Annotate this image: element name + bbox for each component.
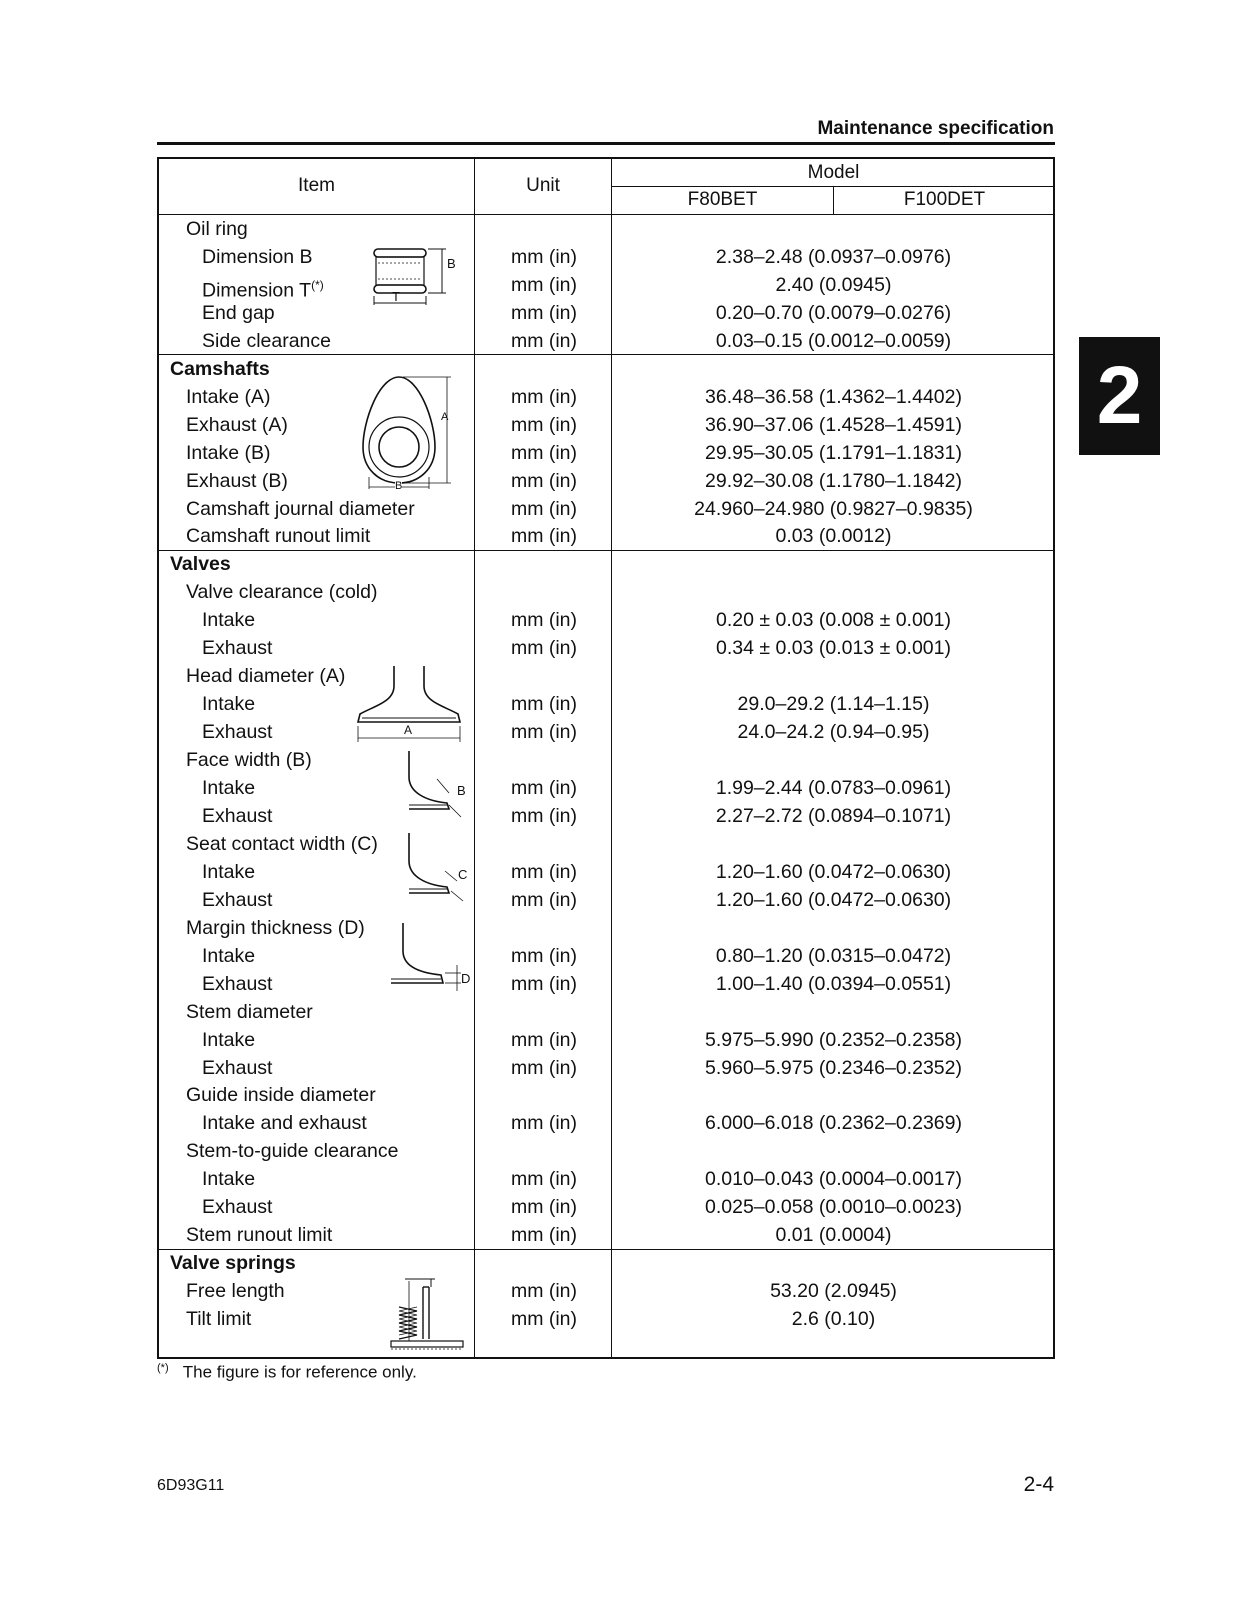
spec-item-text: Intake (B) — [186, 441, 271, 464]
spec-value: 1.00–1.40 (0.0394–0.0551) — [715, 972, 952, 995]
oil-ring-label-t: T — [392, 289, 400, 304]
footnote — [157, 1362, 417, 1383]
spec-item-text: Exhaust — [202, 721, 273, 744]
spec-value: 0.03 (0.0012) — [775, 525, 892, 548]
header-rule — [157, 142, 1055, 145]
spec-value: 1.20–1.60 (0.0472–0.0630) — [715, 860, 952, 883]
spec-unit: mm (in) — [510, 273, 578, 296]
spec-item-text: End gap — [202, 301, 275, 324]
header-unit: Unit — [526, 175, 560, 196]
valve-face-label-b: B — [457, 783, 466, 798]
spec-value: 2.6 (0.10) — [791, 1308, 876, 1331]
spec-unit: mm (in) — [510, 1168, 578, 1191]
spec-value: 0.80–1.20 (0.0315–0.0472) — [715, 944, 952, 967]
spec-item-label — [202, 942, 255, 970]
spec-item-label — [202, 1054, 272, 1082]
header-model-f100det: F100DET — [903, 189, 986, 210]
spec-item-text: Guide inside diameter — [186, 1084, 376, 1107]
page-header-title: Maintenance specification — [817, 118, 1054, 139]
spec-item-text: Dimension T — [202, 279, 312, 302]
chapter-tab: 2 — [1079, 337, 1160, 455]
spec-item-label — [186, 1137, 398, 1165]
spec-value: 29.95–30.05 (1.1791–1.1831) — [705, 441, 962, 464]
spec-item-label — [186, 830, 378, 858]
spec-unit: mm (in) — [510, 972, 578, 995]
spec-item-label — [186, 1081, 376, 1109]
spec-unit: mm (in) — [510, 860, 578, 883]
spec-value: 1.20–1.60 (0.0472–0.0630) — [715, 888, 952, 911]
spec-unit: mm (in) — [510, 329, 578, 352]
spec-unit: mm (in) — [510, 804, 578, 827]
spec-value: 6.000–6.018 (0.2362–0.2369) — [705, 1112, 962, 1135]
spec-item-label — [186, 522, 370, 550]
spec-item-label — [170, 1249, 296, 1277]
spec-item-text: Stem-to-guide clearance — [186, 1140, 399, 1163]
spec-item-text: Intake (A) — [186, 385, 271, 408]
spec-unit: mm (in) — [510, 1196, 578, 1219]
spec-value: 36.90–37.06 (1.4528–1.4591) — [705, 413, 962, 436]
header-bottom-rule — [159, 214, 1053, 215]
spec-item-text: Side clearance — [202, 329, 331, 352]
spec-item-label — [202, 802, 272, 830]
spec-value: 0.20–0.70 (0.0079–0.0276) — [715, 301, 952, 324]
spec-value: 53.20 (2.0945) — [770, 1280, 897, 1303]
spec-item-label — [202, 886, 272, 914]
spec-item-text: Exhaust — [202, 804, 273, 827]
spec-unit: mm (in) — [510, 1280, 578, 1303]
spec-item-label — [186, 998, 313, 1026]
spec-unit: mm (in) — [510, 944, 578, 967]
page-number: 2-4 — [1023, 1473, 1054, 1496]
spec-item-text: Valve clearance (cold) — [186, 581, 378, 604]
spec-item-label — [202, 1193, 272, 1221]
spec-table — [157, 157, 1055, 1359]
spec-item-text: Exhaust (B) — [186, 469, 288, 492]
spec-unit: mm (in) — [510, 245, 578, 268]
spec-item-text: Intake — [202, 1168, 256, 1191]
spec-value: 2.27–2.72 (0.0894–0.1071) — [715, 804, 952, 827]
spec-item-label — [186, 914, 365, 942]
spec-value: 2.38–2.48 (0.0937–0.0976) — [715, 245, 952, 268]
spec-item-text: Stem runout limit — [186, 1224, 333, 1247]
spec-unit: mm (in) — [510, 525, 578, 548]
spec-item-label — [186, 495, 415, 523]
oil-ring-figure — [364, 241, 464, 311]
spec-item-label — [186, 1221, 332, 1249]
spec-unit: mm (in) — [510, 301, 578, 324]
spec-item-label — [186, 1277, 285, 1305]
spec-item-label — [202, 970, 272, 998]
spec-item-text: Free length — [186, 1280, 285, 1303]
spec-item-label — [202, 1109, 367, 1137]
spec-item-text: Exhaust (A) — [186, 413, 288, 436]
spec-unit: mm (in) — [510, 637, 578, 660]
spec-item-label — [202, 327, 331, 355]
spec-item-text: Intake — [202, 609, 256, 632]
spec-item-text: Valve springs — [170, 1252, 296, 1275]
camshaft-label-a: A — [441, 411, 449, 423]
header-model: Model — [807, 162, 860, 183]
spec-item-text: Camshafts — [170, 357, 270, 380]
spec-item-text: Intake and exhaust — [202, 1112, 367, 1135]
spec-unit: mm (in) — [510, 693, 578, 716]
footnote-text: The figure is for reference only. — [182, 1362, 417, 1382]
spec-value: 2.40 (0.0945) — [775, 273, 892, 296]
spec-unit: mm (in) — [510, 413, 578, 436]
spec-item-label — [202, 718, 272, 746]
spec-item-text: Exhaust — [202, 1196, 273, 1219]
spec-unit: mm (in) — [510, 441, 578, 464]
spec-unit: mm (in) — [510, 497, 578, 520]
spec-item-text: Margin thickness (D) — [186, 916, 365, 939]
spec-item-label — [202, 243, 313, 271]
spec-item-label — [202, 1165, 255, 1193]
spec-item-text: Exhaust — [202, 888, 273, 911]
spec-item-label — [202, 1026, 255, 1054]
spec-item-label — [186, 467, 288, 495]
spec-value: 5.975–5.990 (0.2352–0.2358) — [705, 1028, 962, 1051]
spec-unit: mm (in) — [510, 777, 578, 799]
spec-item-label — [170, 355, 270, 383]
spec-item-text: Intake — [202, 944, 256, 967]
margin-thickness-label-d: D — [461, 971, 471, 986]
spec-item-text: Valves — [170, 553, 231, 576]
spec-item-text: Intake — [202, 1028, 256, 1051]
spec-item-label — [186, 439, 271, 467]
spec-item-label — [202, 858, 255, 886]
spec-item-label — [186, 662, 345, 690]
seat-contact-label-c: C — [458, 867, 468, 882]
spec-item-label — [186, 578, 377, 606]
spec-unit: mm (in) — [510, 1028, 578, 1051]
spec-value: 36.48–36.58 (1.4362–1.4402) — [705, 385, 962, 408]
spec-item-label — [170, 550, 231, 578]
spec-item-text: Exhaust — [202, 637, 273, 660]
spec-item-text: Face width (B) — [186, 749, 312, 772]
footnote-mark: (*) — [157, 1362, 169, 1374]
spec-item-label — [202, 634, 272, 662]
header-model-f80bet: F80BET — [687, 189, 758, 210]
spec-item-text: Dimension B — [202, 245, 313, 268]
spec-item-text: Seat contact width (C) — [186, 832, 378, 855]
oil-ring-label-b: B — [447, 256, 456, 271]
spec-item-text: Exhaust — [202, 972, 273, 995]
spec-value: 0.01 (0.0004) — [775, 1224, 892, 1247]
spec-item-text: Exhaust — [202, 1056, 273, 1079]
spec-item-label — [186, 383, 271, 411]
spec-item-text: Head diameter (A) — [186, 665, 346, 688]
spec-item-label — [186, 411, 288, 439]
spec-unit: mm (in) — [510, 1056, 578, 1079]
valve-head-label-a: A — [404, 723, 413, 737]
spec-item-text: Tilt limit — [186, 1308, 252, 1331]
spec-item-label — [186, 215, 248, 243]
spec-unit: mm (in) — [510, 1112, 578, 1135]
spec-item-text: Intake — [202, 860, 256, 883]
spec-unit: mm (in) — [510, 469, 578, 492]
camshaft-label-b: B — [395, 480, 403, 492]
spec-unit: mm (in) — [510, 1224, 578, 1247]
spec-item-label — [202, 299, 275, 327]
spec-value: 29.0–29.2 (1.14–1.15) — [737, 693, 930, 716]
spec-unit: mm (in) — [510, 888, 578, 911]
spec-value: 0.010–0.043 (0.0004–0.0017) — [705, 1168, 962, 1191]
spec-value: 24.960–24.980 (0.9827–0.9835) — [694, 497, 973, 520]
spec-item-text: Oil ring — [186, 218, 248, 240]
spec-item-label — [202, 606, 255, 634]
spec-unit: mm (in) — [510, 1308, 578, 1331]
spec-item-footnote-mark: (*) — [311, 277, 324, 292]
document-code: 6D93G11 — [157, 1477, 225, 1494]
spec-item-text: Camshaft runout limit — [186, 525, 371, 548]
spec-value: 1.99–2.44 (0.0783–0.0961) — [715, 777, 952, 799]
spec-item-label — [202, 690, 255, 718]
spec-item-text: Camshaft journal diameter — [186, 497, 415, 520]
header-item: Item — [298, 175, 335, 196]
spec-unit: mm (in) — [510, 721, 578, 744]
spec-value: 29.92–30.08 (1.1780–1.1842) — [705, 469, 962, 492]
spec-item-label — [186, 1305, 251, 1333]
spec-value: 0.20 ± 0.03 (0.008 ± 0.001) — [716, 609, 951, 632]
spec-value: 0.34 ± 0.03 (0.013 ± 0.001) — [716, 637, 951, 660]
spec-item-label — [202, 774, 255, 802]
spec-value: 0.03–0.15 (0.0012–0.0059) — [715, 329, 952, 352]
spec-item-label — [186, 746, 312, 774]
spec-value: 0.025–0.058 (0.0010–0.0023) — [705, 1196, 962, 1219]
spec-item-text: Stem diameter — [186, 1000, 313, 1023]
spec-value: 24.0–24.2 (0.94–0.95) — [737, 721, 930, 744]
camshaft-lobe-figure — [359, 371, 459, 491]
valve-spring-figure — [387, 1277, 467, 1351]
spec-unit: mm (in) — [510, 385, 578, 408]
spec-item-text: Intake — [202, 693, 256, 716]
spec-item-text: Intake — [202, 777, 256, 799]
spec-value: 5.960–5.975 (0.2346–0.2352) — [705, 1056, 962, 1079]
spec-unit: mm (in) — [510, 609, 578, 632]
